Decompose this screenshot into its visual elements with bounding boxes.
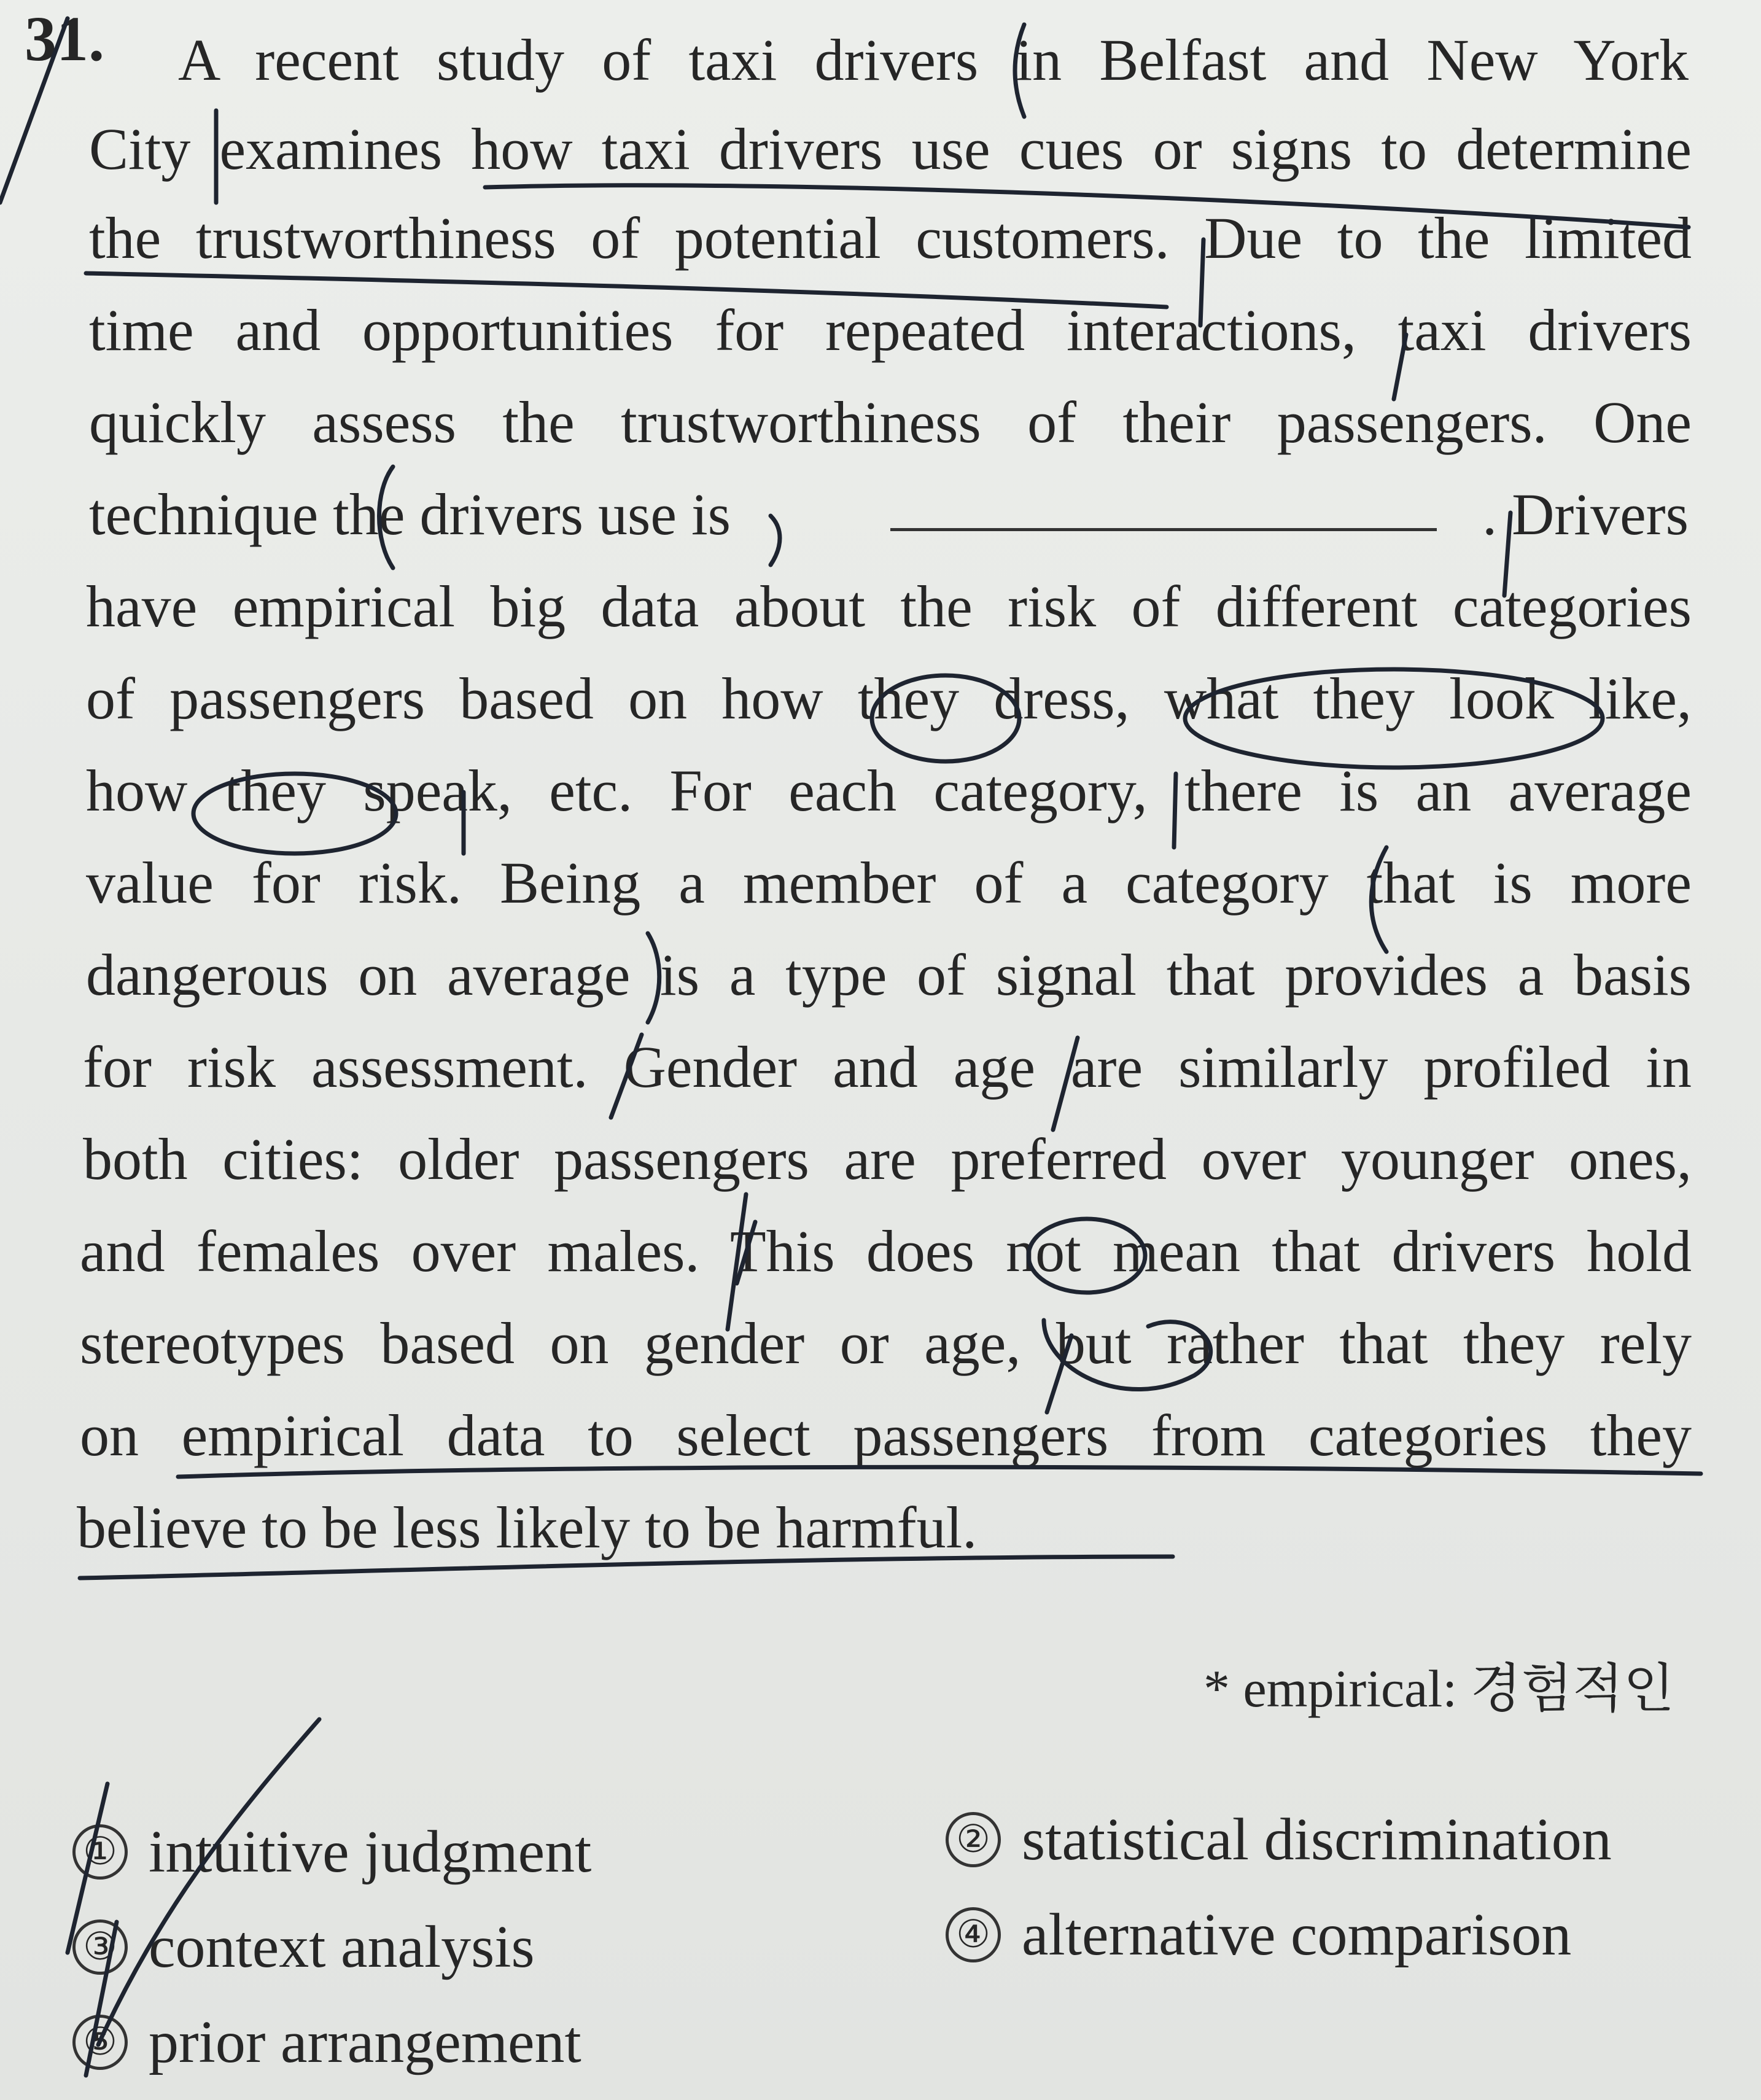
option-4[interactable] — [946, 1900, 1571, 1969]
option-number: ③ — [72, 1919, 128, 1975]
option-number: ④ — [946, 1907, 1001, 1962]
passage-line-13: both cities: older passengers are preferred over younger ones, — [83, 1126, 1692, 1192]
passage-line-4: time and opportunities for repeated interactions, taxi drivers — [89, 297, 1692, 363]
passage-line-8: of passengers based on how they dress, what they look like, — [86, 666, 1692, 731]
answer-blank — [890, 528, 1437, 531]
passage-line-6a: technique the drivers use is — [89, 481, 731, 547]
option-3[interactable] — [72, 1913, 535, 1981]
question-number: 31. — [25, 4, 104, 74]
passage-line-11: dangerous on average is a type of signal that provides a basis — [86, 942, 1692, 1008]
passage-line-3: the trustworthiness of potential customers. Due to the limited — [89, 205, 1692, 271]
passage-line-2: City examines how taxi drivers use cues or signs to determine — [89, 116, 1692, 182]
underline-mark — [178, 1467, 1701, 1477]
option-text: alternative comparison — [1022, 1902, 1572, 1968]
footnote-vocabulary: * empirical: 경험적인 — [1203, 1659, 1674, 1718]
option-1[interactable] — [72, 1818, 591, 1886]
option-text: prior arrangement — [149, 2009, 581, 2075]
option-number: ① — [72, 1824, 128, 1880]
passage-line-5: quickly assess the trustworthiness of their passengers. One — [89, 389, 1692, 455]
option-2[interactable] — [946, 1805, 1612, 1874]
option-number: ⑤ — [72, 2015, 128, 2070]
passage-line-15: stereotypes based on gender or age, but rather that they rely — [80, 1310, 1692, 1376]
passage-line-16: on empirical data to select passengers from categories they — [80, 1402, 1692, 1468]
passage-line-17: believe to be less likely to be harmful. — [77, 1495, 978, 1560]
passage-line-10: value for risk. Being a member of a category that is more — [86, 850, 1692, 916]
passage-line-12: for risk assessment. Gender and age are similarly profiled in — [83, 1034, 1692, 1100]
passage-line-9: how they speak, etc. For each category, there is an average — [86, 758, 1692, 823]
option-number: ② — [946, 1812, 1001, 1867]
passage-line-6b: . Drivers — [1482, 481, 1689, 547]
option-5[interactable] — [72, 2008, 581, 2077]
passage-line-1: A recent study of taxi drivers in Belfast and New York — [178, 27, 1689, 93]
option-text: statistical discrimination — [1022, 1806, 1612, 1873]
option-text: intuitive judgment — [149, 1819, 592, 1885]
passage-line-14: and females over males. This does not mean that drivers hold — [80, 1218, 1692, 1284]
option-text: context analysis — [149, 1914, 535, 1980]
passage-line-7: have empirical big data about the risk of different categories — [86, 574, 1692, 639]
